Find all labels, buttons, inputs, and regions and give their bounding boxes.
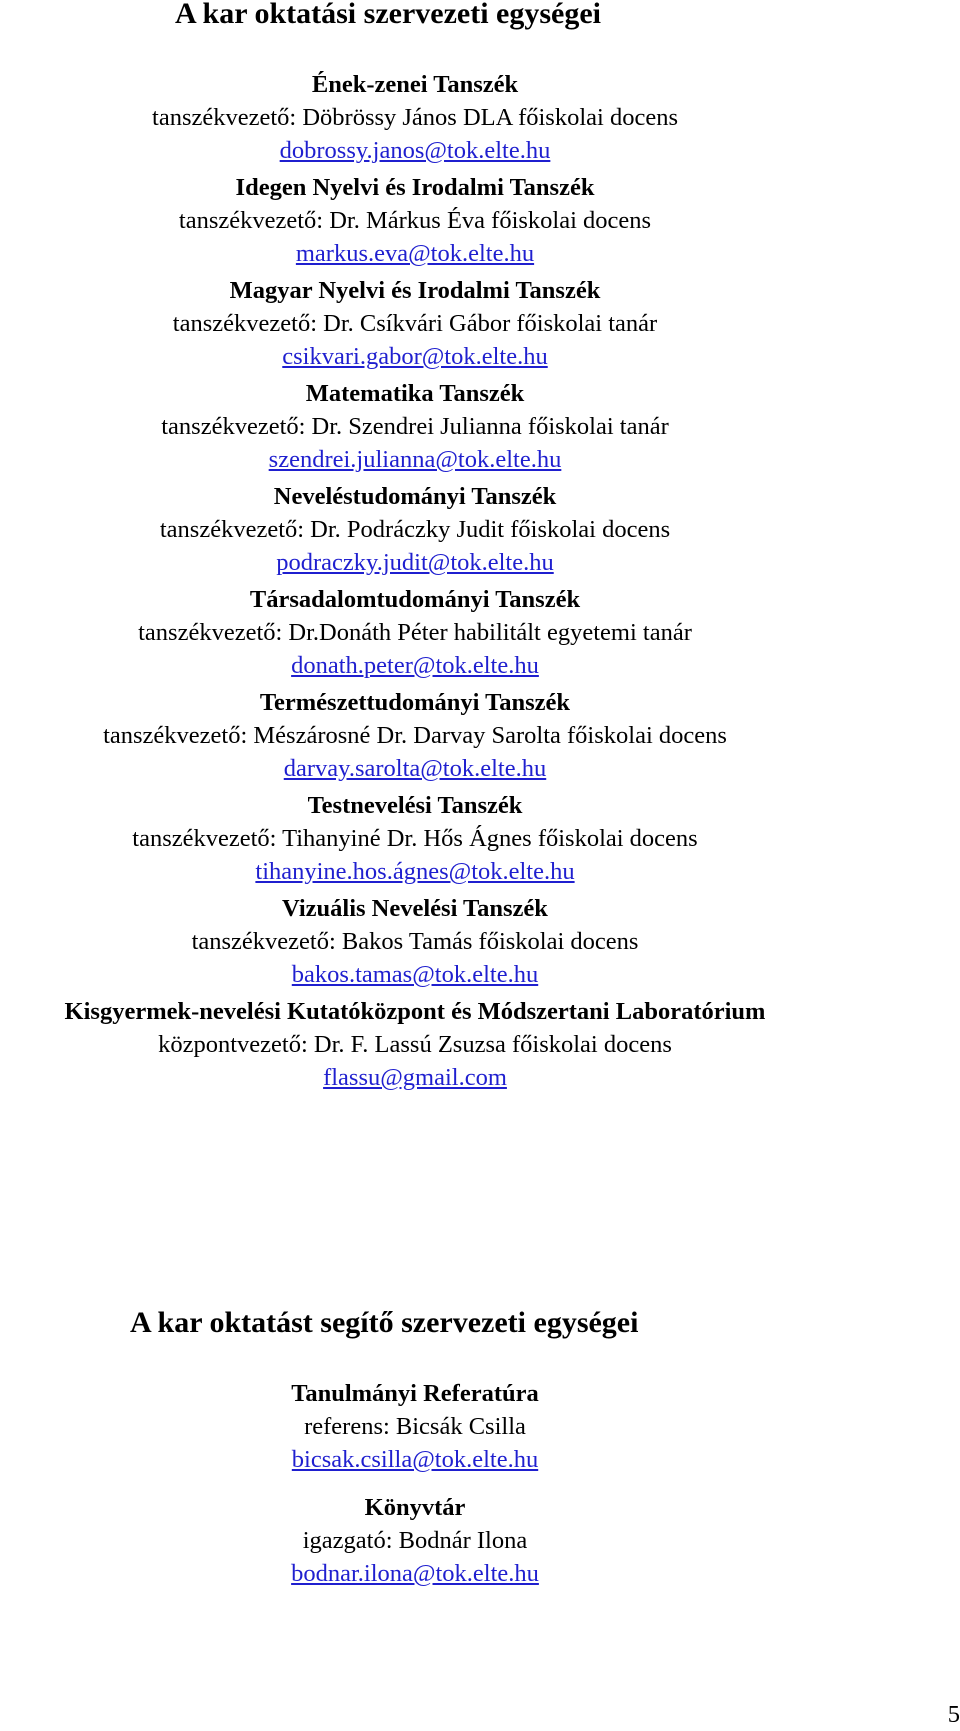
unit-email-link[interactable]: csikvari.gabor@tok.elte.hu: [282, 343, 548, 370]
unit-email-link[interactable]: bicsak.csilla@tok.elte.hu: [291, 1446, 539, 1473]
unit-name: Idegen Nyelvi és Irodalmi Tanszék: [235, 174, 595, 201]
unit-name: Társadalomtudományi Tanszék: [249, 586, 581, 613]
page-number: 5: [947, 1701, 960, 1728]
unit-name: Könyvtár: [364, 1494, 466, 1521]
unit-head: igazgató: Bodnár Ilona: [302, 1527, 528, 1554]
unit-email-link[interactable]: bodnar.ilona@tok.elte.hu: [291, 1560, 539, 1587]
unit-magyar-nyelvi: [0, 274, 830, 373]
unit-head: tanszékvezető: Dr. Szendrei Julianna főiskolai tanár: [161, 413, 669, 440]
unit-enek-zenei: [0, 68, 830, 167]
unit-email-link[interactable]: flassu@gmail.com: [323, 1064, 507, 1091]
unit-name: Neveléstudományi Tanszék: [273, 483, 557, 510]
unit-email-link[interactable]: bakos.tamas@tok.elte.hu: [291, 961, 539, 988]
unit-email-link[interactable]: markus.eva@tok.elte.hu: [295, 240, 535, 267]
unit-head: tanszékvezető: Döbrössy János DLA főiskolai docens: [152, 104, 678, 131]
unit-name: Magyar Nyelvi és Irodalmi Tanszék: [229, 277, 601, 304]
unit-email-link[interactable]: dobrossy.janos@tok.elte.hu: [279, 137, 551, 164]
unit-email-link[interactable]: szendrei.julianna@tok.elte.hu: [268, 446, 562, 473]
unit-nevelestudomanyi: [0, 480, 830, 579]
unit-name: Testnevelési Tanszék: [307, 792, 523, 819]
unit-head: tanszékvezető: Tihanyiné Dr. Hős Ágnes főiskolai docens: [132, 825, 698, 852]
unit-name: Ének-zenei Tanszék: [311, 71, 519, 98]
unit-email-link[interactable]: podraczky.judit@tok.elte.hu: [276, 549, 554, 576]
unit-head: tanszékvezető: Dr. Podráczky Judit főiskolai docens: [159, 516, 671, 543]
unit-konyvtar: [0, 1491, 830, 1590]
unit-termeszettudomanyi: [0, 686, 830, 785]
unit-head: tanszékvezető: Bakos Tamás főiskolai docens: [191, 928, 639, 955]
unit-email-link[interactable]: tihanyine.hos.ágnes@tok.elte.hu: [255, 858, 575, 885]
unit-matematika: [0, 377, 830, 476]
unit-head: tanszékvezető: Mészárosné Dr. Darvay Sarolta főiskolai docens: [103, 722, 727, 749]
unit-head: referens: Bicsák Csilla: [304, 1413, 526, 1440]
unit-tarsadalomtudomanyi: [0, 583, 830, 682]
section-title-oktatast-segito: A kar oktatást segítő szervezeti egységei: [130, 1306, 639, 1339]
section-title-oktatasi: A kar oktatási szervezeti egységei: [175, 0, 601, 30]
unit-name: Vizuális Nevelési Tanszék: [282, 895, 548, 922]
unit-tanulmanyi-referatura: [0, 1377, 830, 1476]
unit-idegen-nyelvi: [0, 171, 830, 270]
unit-email-link[interactable]: donath.peter@tok.elte.hu: [291, 652, 539, 679]
unit-vizualis-nevelesi: [0, 892, 830, 991]
unit-name: Kisgyermek-nevelési Kutatóközpont és Módszertani Laboratórium: [64, 998, 766, 1025]
unit-head: központvezető: Dr. F. Lassú Zsuzsa főiskolai docens: [158, 1031, 672, 1058]
unit-head: tanszékvezető: Dr.Donáth Péter habilitált egyetemi tanár: [138, 619, 692, 646]
unit-head: tanszékvezető: Dr. Márkus Éva főiskolai docens: [178, 207, 652, 234]
unit-name: Természettudományi Tanszék: [259, 689, 571, 716]
unit-email-link[interactable]: darvay.sarolta@tok.elte.hu: [283, 755, 547, 782]
unit-name: Matematika Tanszék: [305, 380, 525, 407]
unit-head: tanszékvezető: Dr. Csíkvári Gábor főiskolai tanár: [172, 310, 658, 337]
unit-kisgyermek-neveles: [0, 995, 830, 1094]
unit-name: Tanulmányi Referatúra: [291, 1380, 539, 1407]
unit-testnevelesi: [0, 789, 830, 888]
